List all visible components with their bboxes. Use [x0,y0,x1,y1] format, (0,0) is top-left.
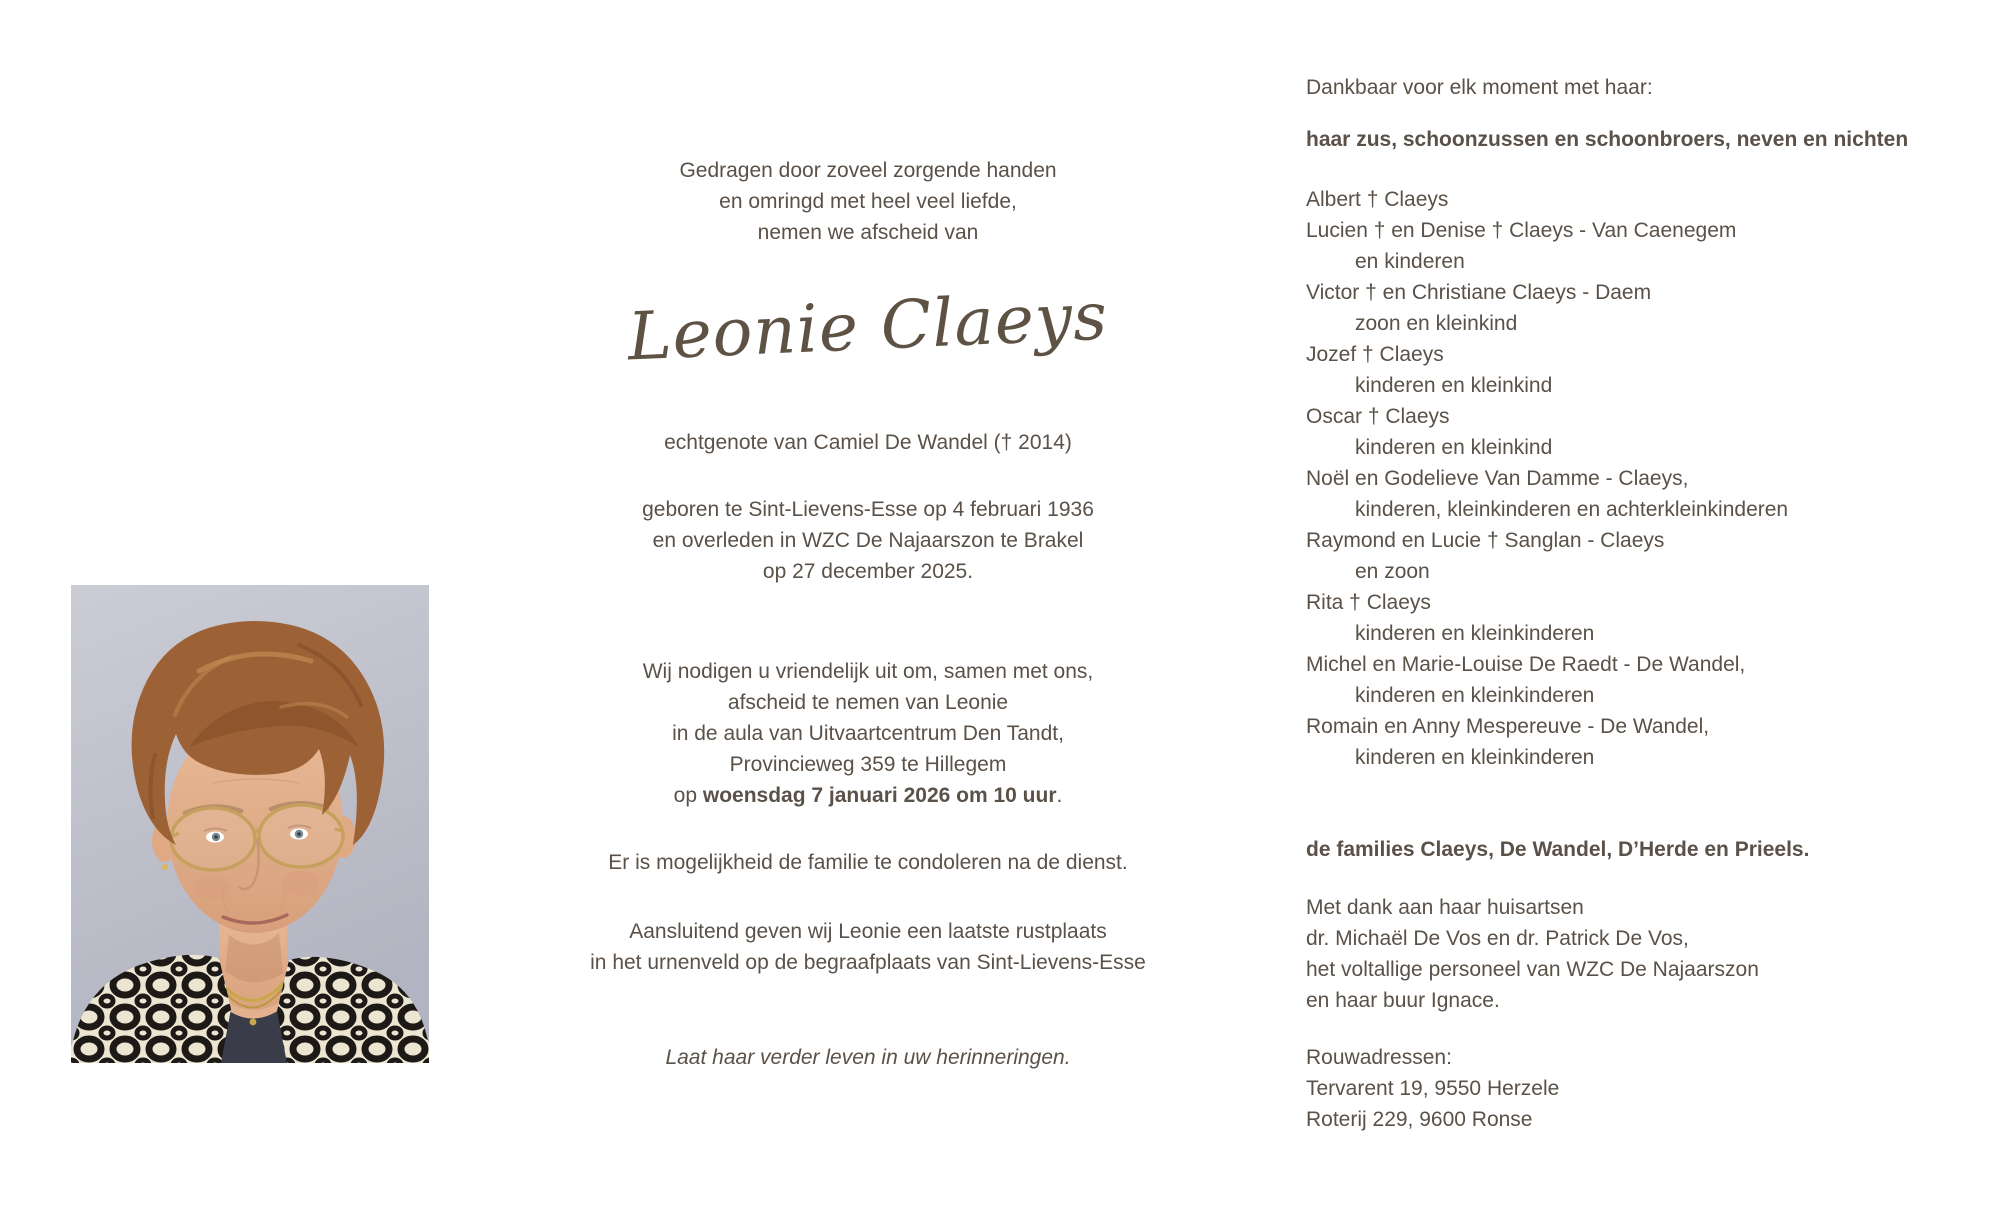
earring [162,864,168,870]
family-children: en zoon [1355,560,1430,583]
invitation-text [548,656,1188,811]
invitation-line: afscheid te nemen van Leonie [727,691,1009,714]
family-children: kinderen en kleinkind [1355,436,1553,459]
birth-line: geboren te Sint-Lievens-Esse op 4 februari 1936 [642,498,1094,521]
family-list [1306,184,1974,773]
family-children: en kinderen [1355,250,1465,273]
family-member: Romain en Anny Mespereuve - De Wandel, [1306,715,1710,738]
life-dates [548,494,1188,587]
family-children: zoon en kleinkind [1355,312,1518,335]
intro-line: nemen we afscheid van [757,221,979,244]
family-children: kinderen, kleinkinderen en achterkleinkinderen [1355,498,1789,521]
ceremony-date-prefix: op [673,784,703,807]
address-line: Roterij 229, 9600 Ronse [1306,1108,1533,1131]
spouse-line: echtgenote van Camiel De Wandel († 2014) [664,431,1072,454]
intro-line: en omringd met heel veel liefde, [719,190,1017,213]
family-member: Oscar † Claeys [1306,405,1450,428]
family-member: Lucien † en Denise † Claeys - Van Caenegem [1306,219,1737,242]
addresses-label: Rouwadressen: [1306,1046,1452,1069]
ceremony-date-line [548,780,1188,811]
burial-text [548,916,1188,978]
thanks-line: dr. Michaël De Vos en dr. Patrick De Vos, [1306,927,1689,950]
family-member: Albert † Claeys [1306,188,1449,211]
family-member: Jozef † Claeys [1306,343,1444,366]
deceased-name: Leonie Claeys [626,277,1110,376]
thanks-text [1306,892,1974,1016]
family-children: kinderen en kleinkind [1355,374,1553,397]
burial-line: Aansluitend geven wij Leonie een laatste rustplaats [629,920,1107,943]
family-children: kinderen en kleinkinderen [1355,684,1595,707]
portrait-photo [71,585,429,1063]
family-member: Michel en Marie-Louise De Raedt - De Wandel, [1306,653,1746,676]
family-member: Rita † Claeys [1306,591,1431,614]
death-line: en overleden in WZC De Najaarszon te Brakel [652,529,1084,552]
relatives-header: haar zus, schoonzussen en schoonbroers, neven en nichten [1306,128,1909,151]
family-member: Raymond en Lucie † Sanglan - Claeys [1306,529,1665,552]
ceremony-date-suffix: . [1056,784,1063,807]
death-date-line: op 27 december 2025. [762,560,974,583]
family-children: kinderen en kleinkinderen [1355,746,1595,769]
family-children: kinderen en kleinkinderen [1355,622,1595,645]
family-member: Noël en Godelieve Van Damme - Claeys, [1306,467,1689,490]
thanks-line: Met dank aan haar huisartsen [1306,896,1584,919]
thanks-line: het voltallige personeel van WZC De Najaarszon [1306,958,1759,981]
gratitude-line: Dankbaar voor elk moment met haar: [1306,76,1653,99]
address-line: Tervarent 19, 9550 Herzele [1306,1077,1560,1100]
invitation-line: Provincieweg 359 te Hillegem [729,753,1007,776]
burial-line: in het urnenveld op de begraafplaats van Sint-Lievens-Esse [590,951,1146,974]
family-member: Victor † en Christiane Claeys - Daem [1306,281,1652,304]
mourning-addresses [1306,1042,1974,1135]
condolence-line: Er is mogelijkheid de familie te condoleren na de dienst. [608,851,1128,874]
intro-text [548,155,1188,248]
families-line: de families Claeys, De Wandel, D’Herde en Prieels. [1306,838,1810,861]
ceremony-date-bold: woensdag 7 januari 2026 om 10 uur [702,784,1057,807]
invitation-line: in de aula van Uitvaartcentrum Den Tandt, [672,722,1064,745]
invitation-line: Wij nodigen u vriendelijk uit om, samen met ons, [642,660,1094,683]
intro-line: Gedragen door zoveel zorgende handen [679,159,1057,182]
thanks-line: en haar buur Ignace. [1306,989,1500,1012]
closing-line: Laat haar verder leven in uw herinneringen. [665,1046,1071,1069]
